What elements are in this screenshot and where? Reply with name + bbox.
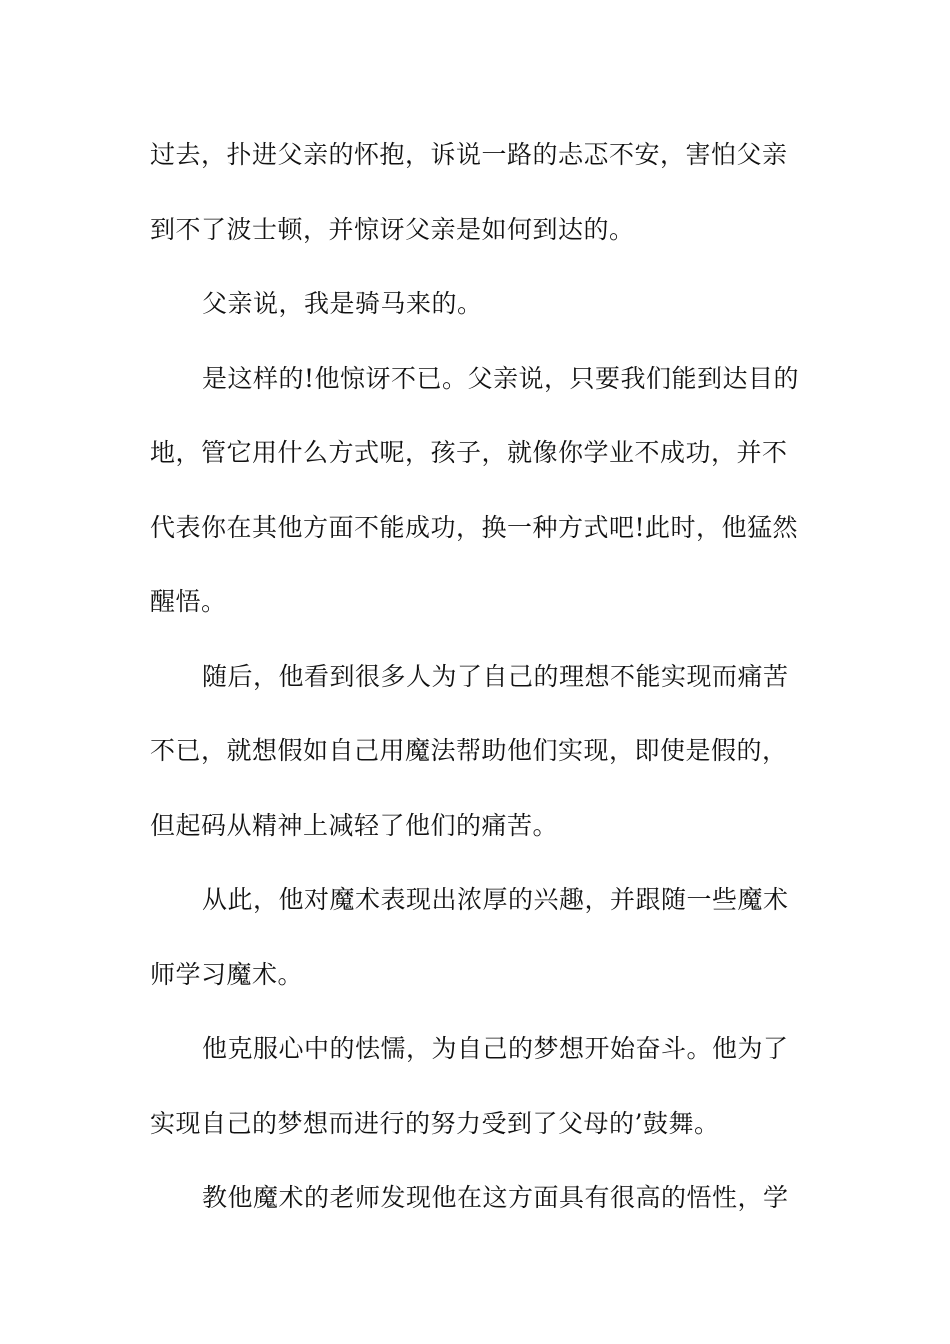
text-line: 到不了波士顿，并惊讶父亲是如何到达的。 xyxy=(150,214,635,244)
paragraph-start-line: 随后，他看到很多人为了自己的理想不能实现而痛苦 xyxy=(202,661,789,691)
paragraph-start-line: 他克服心中的怯懦，为自己的梦想开始奋斗。他为了 xyxy=(202,1034,789,1063)
text-line: 醒悟。 xyxy=(150,587,227,616)
text-line: 师学习魔术。 xyxy=(150,959,304,989)
text-line: 过去，扑进父亲的怀抱，诉说一路的忐忑不安，害怕父亲 xyxy=(150,140,788,169)
text-line: 代表你在其他方面不能成功，换一种方式吧!此时，他猛然 xyxy=(150,512,799,542)
text-line: 不已，就想假如自己用魔法帮助他们实现，即使是假的， xyxy=(150,736,788,765)
text-line: 地，管它用什么方式呢，孩子，就像你学业不成功，并不 xyxy=(150,438,788,467)
text-line: 实现自己的梦想而进行的努力受到了父母的’鼓舞。 xyxy=(150,1108,720,1138)
paragraph-start-line: 是这样的!他惊讶不已。父亲说，只要我们能到达目的 xyxy=(202,363,800,393)
paragraph-start-line: 教他魔术的老师发现他在这方面具有很高的悟性，学 xyxy=(202,1183,789,1212)
paragraph-start-line: 父亲说，我是骑马来的。 xyxy=(202,289,483,318)
paragraph-start-line: 从此，他对魔术表现出浓厚的兴趣，并跟随一些魔术 xyxy=(202,885,789,914)
text-line: 但起码从精神上减轻了他们的痛苦。 xyxy=(150,810,559,840)
document-body xyxy=(150,118,810,1236)
